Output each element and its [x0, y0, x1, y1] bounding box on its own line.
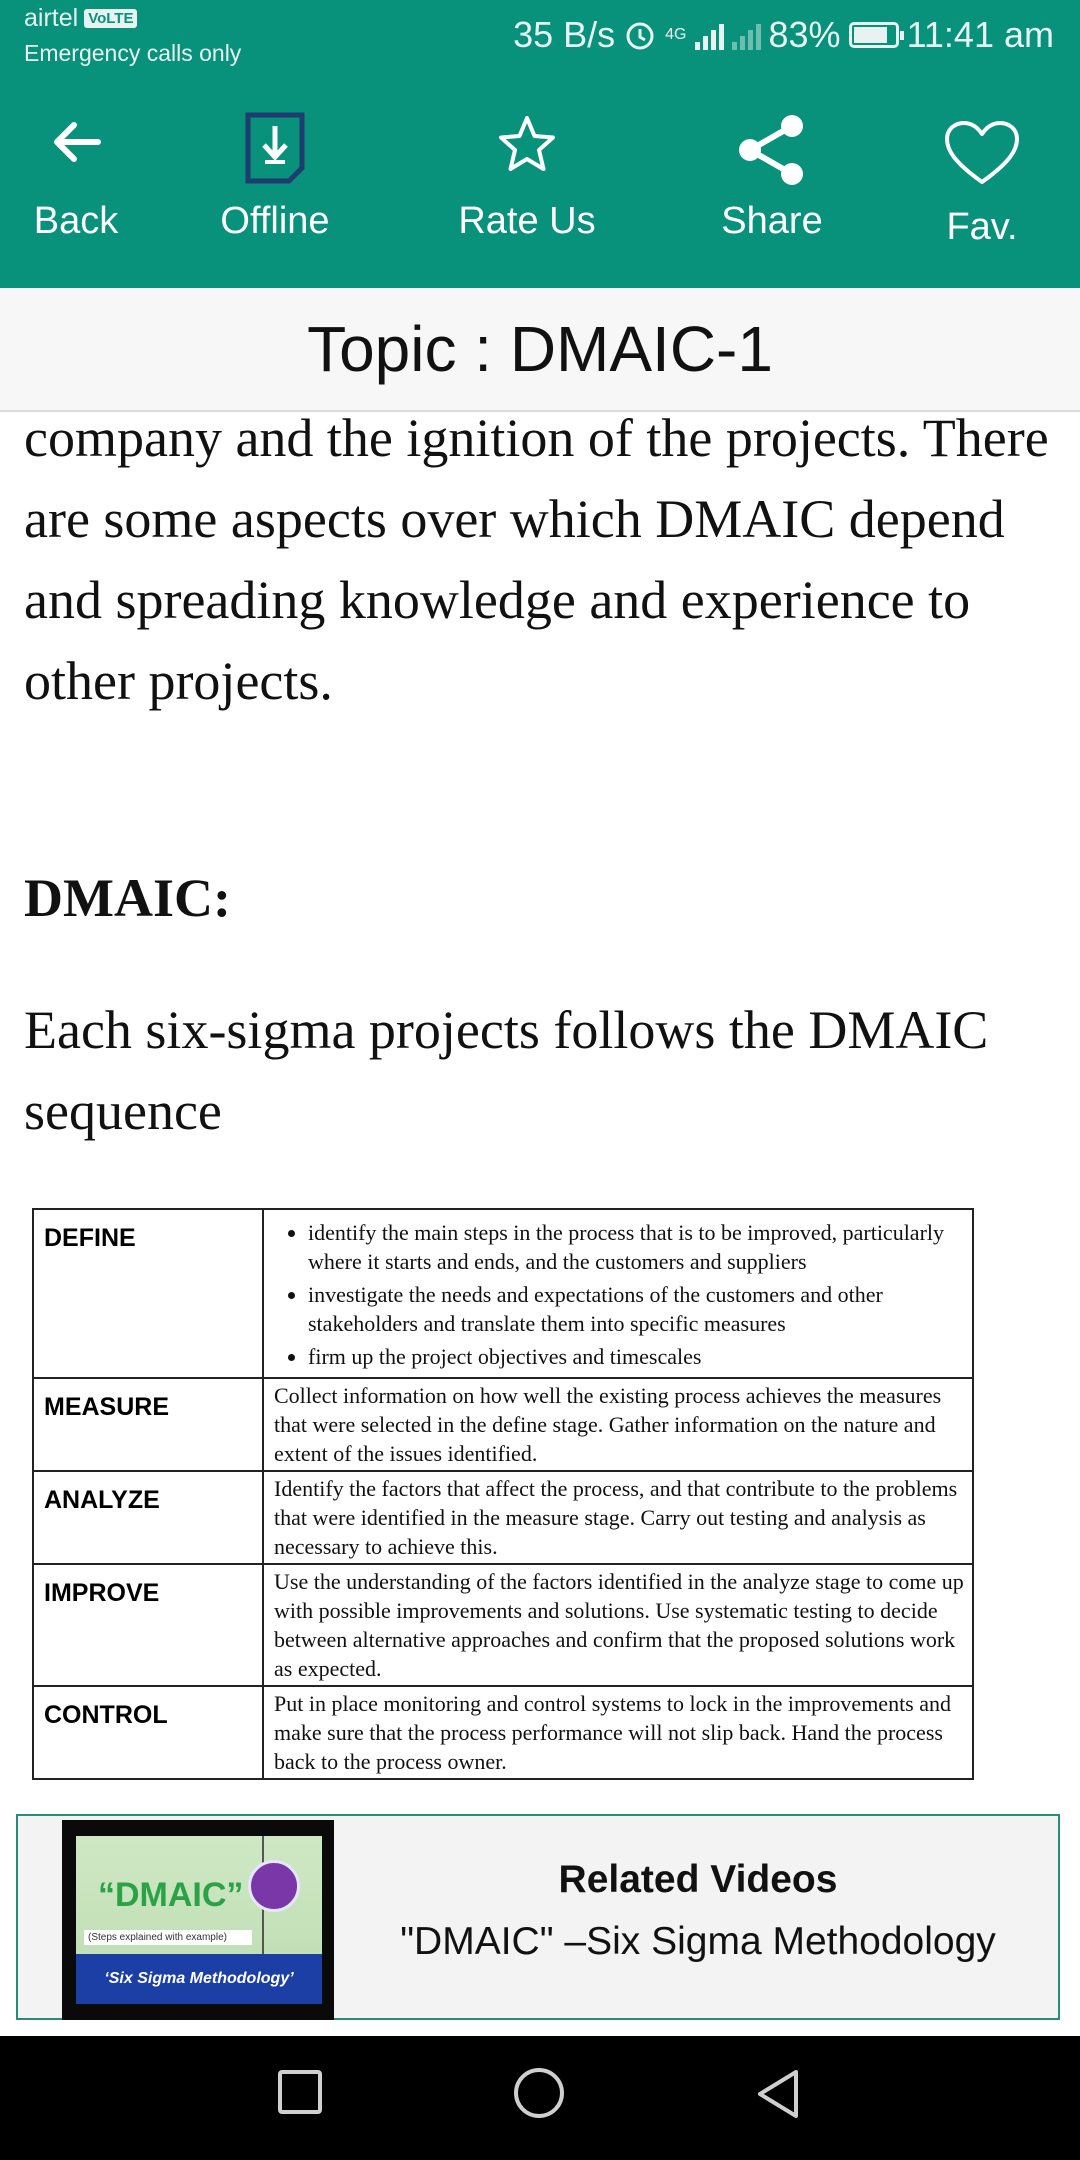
status-bar — [0, 0, 1080, 72]
toolbar — [0, 72, 1080, 288]
network-speed: 35 B/s — [513, 14, 616, 55]
stage-description: Put in place monitoring and control systems to lock in the improvements and make sure that the process performance will not slip back. Hand the process back to the process owner. — [263, 1686, 973, 1779]
stage-name: ANALYZE — [33, 1471, 263, 1564]
thumbnail-art — [76, 1836, 322, 2004]
network-type: 4G — [665, 26, 687, 43]
thumbnail-caption: (Steps explained with example) — [84, 1930, 252, 1945]
table-row — [33, 1564, 973, 1686]
table-row — [33, 1209, 973, 1378]
recents-square-icon[interactable] — [276, 2068, 324, 2116]
article-paragraph: Each six-sigma projects follows the DMAIC sequence — [24, 1000, 989, 1141]
emergency-text: Emergency calls only — [24, 40, 242, 66]
stage-description: Identify the factors that affect the process, and that contribute to the problems that were identified in the measure stage. Carry out testing and analysis as necessary to achieve this. — [263, 1471, 973, 1564]
share-button[interactable] — [672, 72, 872, 288]
back-button[interactable] — [0, 72, 176, 288]
thumbnail-title: “DMAIC” — [98, 1876, 244, 1914]
thumbnail-banner: ‘Six Sigma Methodology’ — [76, 1954, 322, 2004]
rate-us-button[interactable] — [427, 72, 627, 288]
channel-logo-icon — [248, 1860, 300, 1912]
status-right — [513, 14, 1054, 56]
favorite-button[interactable] — [882, 72, 1080, 288]
battery-percent: 83% — [768, 14, 841, 55]
offline-label: Offline — [220, 200, 330, 242]
article-paragraph: company and the ignition of the projects. There are some aspects over which DMAIC depend and spreading knowledge and experience to other projects. — [24, 408, 1049, 711]
related-video-link[interactable]: "DMAIC" –Six Sigma Methodology — [400, 1920, 996, 1963]
back-label: Back — [33, 200, 119, 242]
offline-button[interactable] — [175, 72, 375, 288]
stage-description: Collect information on how well the existing process achieves the measures that were selected in the define stage. Gather information on the nature and extent of the issues identified. — [263, 1378, 973, 1471]
navigation-bar — [0, 2036, 1080, 2160]
heart-icon — [944, 120, 1020, 186]
related-videos-card[interactable] — [16, 1814, 1060, 2020]
video-thumbnail[interactable] — [62, 1820, 334, 2020]
bullet-list — [274, 1218, 964, 1371]
list-item: • investigate the needs and expectations of the customers and other stakeholders and translate them into specific measures — [308, 1280, 964, 1338]
signal-no-sim-icon — [732, 20, 761, 50]
arrow-left-icon — [48, 114, 104, 170]
download-file-icon — [245, 112, 305, 184]
table-row — [33, 1471, 973, 1564]
section-heading: DMAIC: — [24, 868, 231, 928]
share-label: Share — [721, 200, 823, 242]
stage-name: IMPROVE — [33, 1564, 263, 1686]
list-item: • firm up the project objectives and timescales — [308, 1342, 964, 1371]
back-triangle-icon[interactable] — [754, 2068, 802, 2120]
share-icon — [736, 114, 808, 186]
dmaic-table — [32, 1208, 974, 1780]
alarm-icon — [623, 18, 657, 52]
table-row — [33, 1686, 973, 1779]
signal-icon — [695, 20, 724, 50]
battery-icon — [849, 22, 899, 48]
topic-header — [0, 288, 1080, 412]
stage-description — [263, 1209, 973, 1378]
carrier-label — [24, 4, 137, 33]
related-videos-title: Related Videos — [558, 1858, 838, 1901]
star-icon — [497, 114, 557, 174]
rate-us-label: Rate Us — [458, 200, 596, 242]
topic-title: Topic : DMAIC-1 — [307, 313, 773, 385]
home-circle-icon[interactable] — [512, 2066, 566, 2120]
volte-badge: VoLTE — [84, 9, 137, 28]
table-row — [33, 1378, 973, 1471]
stage-name: CONTROL — [33, 1686, 263, 1779]
favorite-label: Fav. — [946, 206, 1018, 248]
stage-name: DEFINE — [33, 1209, 263, 1378]
carrier-name: airtel — [24, 4, 79, 32]
clock: 11:41 am — [906, 14, 1054, 55]
list-item: • identify the main steps in the process that is to be improved, particularly where it starts and ends, and the customers and suppliers — [308, 1218, 964, 1276]
stage-description: Use the understanding of the factors identified in the analyze stage to come up with possible improvements and solutions. Use systematic testing to decide between alternative approaches and confirm that the proposed solutions work as expected. — [263, 1564, 973, 1686]
stage-name: MEASURE — [33, 1378, 263, 1471]
